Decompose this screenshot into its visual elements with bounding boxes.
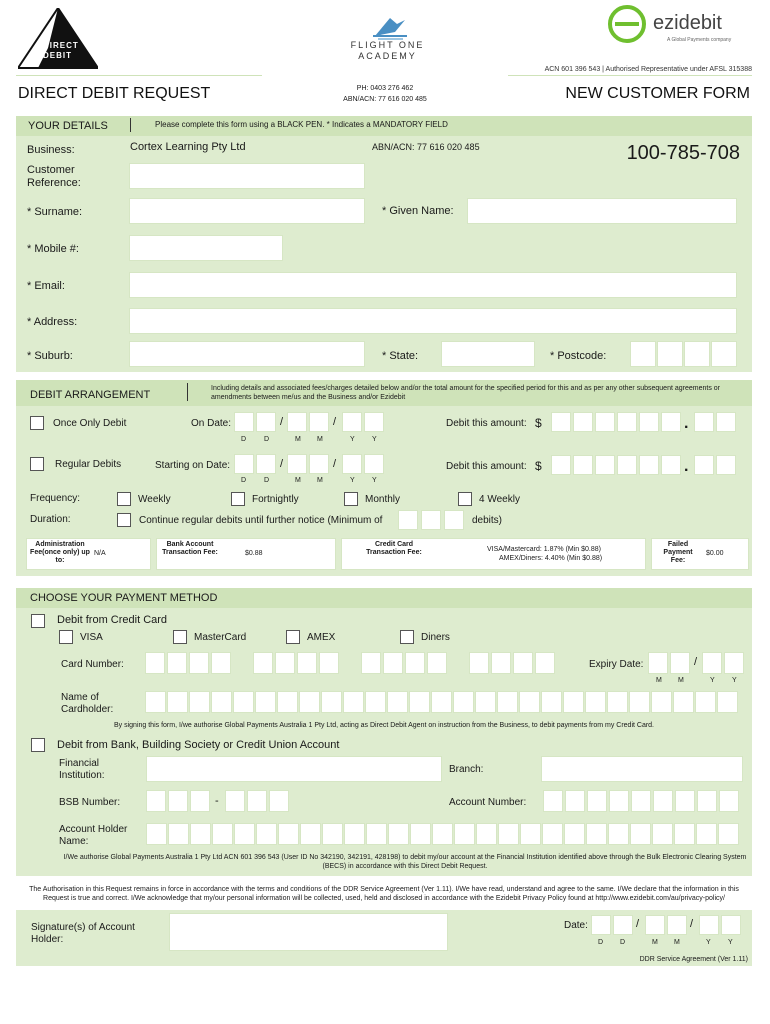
account-number-digit-box[interactable] (719, 790, 739, 812)
form-subtitle: NEW CUSTOMER FORM (565, 85, 750, 102)
card-number-digit-box[interactable] (427, 652, 447, 674)
frequency-fortnightly-label: Fortnightly (252, 494, 299, 505)
date-digit-box[interactable] (364, 412, 384, 432)
credit-card-label: Debit from Credit Card (57, 614, 168, 626)
frequency-monthly-checkbox[interactable] (344, 492, 358, 506)
customer-id: 100-785-708 (626, 142, 740, 164)
card-number-digit-box[interactable] (361, 652, 381, 674)
card-number-digit-box[interactable] (297, 652, 317, 674)
signature-field[interactable] (169, 913, 448, 951)
card-amex-checkbox[interactable] (286, 630, 300, 644)
branch-field[interactable] (541, 756, 743, 782)
account-number-digit-box[interactable] (543, 790, 563, 812)
minimum-debits-digit-box[interactable] (398, 510, 418, 530)
bsb-label: BSB Number: (59, 797, 121, 808)
mobile-label: * Mobile #: (27, 243, 79, 255)
authorisation-text: The Authorisation in this Request remains in force in accordance with the terms and conditions of the DDR Service Agreement (Ver 1.11). I/We have read, understand and agree to the same. I/We declare that the information in this Request is true and correct. I/We acknowledge that my/our personal information will be collected, used, held and disclosed in accordance with the Ezidebit Privacy Policy found at http://www.ezidebit.com/au/privacy-policy/ (29, 886, 739, 902)
expiry-slash: / (694, 656, 698, 668)
amount-digit-box[interactable] (617, 412, 637, 432)
card-number-digit-box[interactable] (535, 652, 555, 674)
card-mastercard-checkbox[interactable] (173, 630, 187, 644)
ddr-version: DDR Service Agreement (Ver 1.11) (639, 956, 748, 963)
starting-on-label: Starting on Date: (155, 460, 231, 471)
expiry-hint: Y (732, 677, 737, 684)
frequency-4weekly-label: 4 Weekly (479, 494, 520, 505)
bank-account-checkbox[interactable] (31, 738, 45, 752)
account-number-digit-box[interactable] (587, 790, 607, 812)
cc-authority-text: By signing this form, I/we authorise Global Payments Australia 1 Pty Ltd, acting as Direct Debit Agent on instruction from the Business, to debit payments from my Credit Card. (113, 722, 655, 729)
signature-date-label: Date: (564, 920, 588, 931)
your-details-title: YOUR DETAILS (28, 120, 108, 132)
academy-name-line2: ACADEMY (358, 51, 417, 61)
cents-digit-box[interactable] (716, 455, 736, 475)
date-hint: D (264, 436, 270, 443)
debit-arrangement-note: Including details and associated fees/charges detailed below and/or the total amount for the specified period for this and as per any other subsequent agreements or amendments between me/us and the Business and/or Ezidebit (211, 385, 720, 401)
signature-date-digit-box[interactable] (721, 915, 741, 935)
date-hint: M (295, 477, 301, 484)
date-digit-box[interactable] (234, 412, 254, 432)
failed-fee-value: $0.00 (706, 550, 724, 557)
bsb-digit-box[interactable] (146, 790, 166, 812)
account-number-digit-box[interactable] (653, 790, 673, 812)
date-digit-box[interactable] (342, 412, 362, 432)
cents-digit-box[interactable] (694, 455, 714, 475)
expiry-hint: M (656, 677, 662, 684)
date-hint: Y (706, 939, 711, 946)
direct-debit-logo (18, 8, 98, 72)
expiry-hint: M (678, 677, 684, 684)
header-divider (187, 383, 188, 401)
card-diners-label: Diners (421, 632, 450, 643)
card-number-digit-box[interactable] (167, 652, 187, 674)
debit-amount-label: Debit this amount: (446, 418, 527, 429)
suburb-label: * Suburb: (27, 350, 73, 362)
once-only-label: Once Only Debit (53, 418, 127, 429)
duration-label: Duration: (30, 514, 71, 525)
card-number-digit-box[interactable] (253, 652, 273, 674)
account-holder-label: Account Holder Name: (59, 824, 128, 847)
acn-line: ACN 601 396 543 | Authorised Representative under AFSL 315388 (544, 66, 752, 73)
date-digit-box[interactable] (309, 412, 329, 432)
cents-digit-box[interactable] (716, 412, 736, 432)
bsb-digit-box[interactable] (269, 790, 289, 812)
card-number-label: Card Number: (61, 659, 124, 670)
account-number-digit-box[interactable] (631, 790, 651, 812)
card-number-digit-box[interactable] (405, 652, 425, 674)
minimum-debits-digit-box[interactable] (421, 510, 441, 530)
date-digit-box[interactable] (256, 454, 276, 474)
card-visa-label: VISA (80, 632, 103, 643)
admin-fee-label: Administration Fee(once only) up to: (30, 541, 90, 564)
expiry-digit-box[interactable] (648, 652, 668, 674)
mobile-field[interactable] (129, 235, 283, 261)
date-hint: D (241, 436, 247, 443)
amount-digit-box[interactable] (595, 412, 615, 432)
form-title: DIRECT DEBIT REQUEST (18, 85, 211, 102)
date-digit-box[interactable] (234, 454, 254, 474)
date-digit-box[interactable] (342, 454, 362, 474)
amount-digit-box[interactable] (617, 455, 637, 475)
date-hint: Y (350, 477, 355, 484)
financial-institution-field[interactable] (146, 756, 442, 782)
postcode-digit-box[interactable] (711, 341, 737, 367)
frequency-monthly-label: Monthly (365, 494, 401, 505)
debit-amount-label: Debit this amount: (446, 461, 527, 472)
surname-field[interactable] (129, 198, 365, 224)
amount-decimal-point: . (684, 415, 689, 432)
suburb-field[interactable] (129, 341, 365, 367)
given-name-label: * Given Name: (382, 205, 454, 217)
account-number-digit-box[interactable] (565, 790, 585, 812)
bank-fee-label: Bank Account Transaction Fee: (162, 541, 218, 556)
card-visa-checkbox[interactable] (59, 630, 73, 644)
bsb-digit-box[interactable] (190, 790, 210, 812)
date-hint: Y (350, 436, 355, 443)
email-field[interactable] (129, 272, 737, 298)
date-digit-box[interactable] (309, 454, 329, 474)
frequency-fortnightly-checkbox[interactable] (231, 492, 245, 506)
bank-authority-text: I/We authorise Global Payments Australia 1 Pty Ltd ACN 601 396 543 (User ID No 342190, 342191, 428198) to debit my/our account at the Financial Institution identified above through the Bulk Electronic Clearing System (BECS) in accordance with this Direct Debit Request. (63, 854, 747, 870)
cc-fee-amex: AMEX/Diners: 4.40% (Min $0.88) (499, 555, 603, 562)
date-hint: Y (728, 939, 733, 946)
card-number-digit-box[interactable] (319, 652, 339, 674)
account-number-digit-box[interactable] (675, 790, 695, 812)
cardholder-label: Name of Cardholder: (61, 692, 114, 715)
postcode-digit-box[interactable] (684, 341, 710, 367)
surname-label: * Surname: (27, 206, 83, 218)
logo-text-direct: DIRECT (43, 41, 79, 50)
debit-arrangement-title: DEBIT ARRANGEMENT (30, 389, 151, 401)
card-number-digit-box[interactable] (491, 652, 511, 674)
card-number-digit-box[interactable] (469, 652, 489, 674)
date-slash: / (280, 458, 284, 470)
bsb-digit-box[interactable] (247, 790, 267, 812)
state-field[interactable] (441, 341, 535, 367)
date-hint: M (674, 939, 680, 946)
amount-digit-box[interactable] (573, 412, 593, 432)
payment-method-title: CHOOSE YOUR PAYMENT METHOD (30, 592, 218, 604)
minimum-debits-digit-box[interactable] (444, 510, 464, 530)
mandatory-instruction: Please complete this form using a BLACK PEN. * Indicates a MANDATORY FIELD (155, 120, 448, 129)
business-label: Business: (27, 144, 75, 156)
duration-text: Continue regular debits until further notice (Minimum of (139, 515, 383, 526)
bank-account-label: Debit from Bank, Building Society or Credit Union Account (57, 739, 340, 751)
card-number-digit-box[interactable] (189, 652, 209, 674)
business-abn: ABN/ACN: 77 616 020 485 (372, 142, 480, 152)
frequency-label: Frequency: (30, 493, 81, 504)
date-digit-box[interactable] (287, 454, 307, 474)
date-hint: Y (372, 477, 377, 484)
bsb-dash: - (215, 795, 219, 807)
card-number-digit-box[interactable] (383, 652, 403, 674)
header-phone: PH: 0403 276 462 (356, 85, 414, 92)
email-label: * Email: (27, 280, 65, 292)
business-value: Cortex Learning Pty Ltd (130, 141, 246, 153)
date-slash: / (333, 458, 337, 470)
header-divider (130, 118, 131, 132)
date-slash: / (333, 416, 337, 428)
header-abn: ABN/ACN: 77 616 020 485 (343, 96, 427, 103)
date-slash: / (280, 416, 284, 428)
amount-decimal-point: . (684, 458, 689, 475)
signature-label: Signature(s) of Account Holder: (31, 922, 135, 945)
on-date-label: On Date: (191, 418, 232, 429)
flight-one-academy-logo (345, 14, 430, 64)
branch-label: Branch: (449, 764, 484, 775)
signature-date-digit-box[interactable] (699, 915, 719, 935)
expiry-digit-box[interactable] (670, 652, 690, 674)
date-hint: Y (372, 436, 377, 443)
account-number-label: Account Number: (449, 797, 527, 808)
amount-digit-box[interactable] (661, 455, 681, 475)
amount-digit-box[interactable] (639, 412, 659, 432)
card-number-digit-box[interactable] (211, 652, 231, 674)
cc-fee-label: Credit Card Transaction Fee: (366, 541, 422, 556)
bsb-digit-box[interactable] (225, 790, 245, 812)
date-hint: M (652, 939, 658, 946)
cardholder-name-boxes[interactable] (145, 691, 745, 713)
academy-name-line1: FLIGHT ONE (350, 40, 425, 50)
address-field[interactable] (129, 308, 737, 334)
expiry-date-label: Expiry Date: (589, 659, 644, 670)
card-number-digit-box[interactable] (145, 652, 165, 674)
postcode-label: * Postcode: (550, 350, 607, 362)
customer-ref-label: Customer Reference: (27, 164, 81, 189)
account-number-digit-box[interactable] (697, 790, 717, 812)
amount-digit-box[interactable] (661, 412, 681, 432)
institution-label: Financial Institution: (59, 758, 105, 781)
cents-digit-box[interactable] (694, 412, 714, 432)
debits-label: debits) (472, 515, 503, 526)
frequency-weekly-checkbox[interactable] (117, 492, 131, 506)
state-label: * State: (382, 350, 419, 362)
date-digit-box[interactable] (256, 412, 276, 432)
date-digit-box[interactable] (364, 454, 384, 474)
address-label: * Address: (27, 316, 78, 328)
account-number-digit-box[interactable] (609, 790, 629, 812)
ezidebit-brand-text: ezidebit (653, 12, 722, 34)
date-slash: / (636, 918, 640, 930)
expiry-digit-box[interactable] (724, 652, 744, 674)
frequency-weekly-label: Weekly (138, 494, 171, 505)
amount-digit-box[interactable] (639, 455, 659, 475)
once-only-checkbox[interactable] (30, 416, 44, 430)
date-hint: M (317, 477, 323, 484)
date-hint: D (620, 939, 626, 946)
amount-digit-box[interactable] (573, 455, 593, 475)
postcode-digit-box[interactable] (657, 341, 683, 367)
header-rule-right (508, 75, 752, 76)
amount-digit-box[interactable] (595, 455, 615, 475)
given-name-field[interactable] (467, 198, 737, 224)
credit-card-checkbox[interactable] (31, 614, 45, 628)
customer-ref-field[interactable] (129, 163, 365, 189)
signature-date-digit-box[interactable] (667, 915, 687, 935)
expiry-digit-box[interactable] (702, 652, 722, 674)
postcode-digit-box[interactable] (630, 341, 656, 367)
ezidebit-logo (605, 4, 755, 50)
regular-debits-checkbox[interactable] (30, 457, 44, 471)
date-hint: M (295, 436, 301, 443)
duration-continue-checkbox[interactable] (117, 513, 131, 527)
admin-fee-value: N/A (94, 550, 106, 557)
currency-symbol: $ (535, 459, 542, 473)
date-hint: M (317, 436, 323, 443)
card-number-digit-box[interactable] (275, 652, 295, 674)
account-holder-name-boxes[interactable] (146, 823, 746, 845)
date-hint: D (264, 477, 270, 484)
frequency-4weekly-checkbox[interactable] (458, 492, 472, 506)
logo-text-debit: DEBIT (43, 51, 72, 60)
expiry-hint: Y (710, 677, 715, 684)
signature-date-digit-box[interactable] (645, 915, 665, 935)
ezidebit-tagline: A Global Payments company (667, 37, 732, 43)
card-mastercard-label: MasterCard (194, 632, 247, 643)
regular-debits-label: Regular Debits (55, 459, 122, 470)
failed-fee-label: Failed Payment Fee: (663, 541, 693, 564)
date-slash: / (690, 918, 694, 930)
bsb-digit-box[interactable] (168, 790, 188, 812)
card-number-digit-box[interactable] (513, 652, 533, 674)
currency-symbol: $ (535, 416, 542, 430)
date-hint: D (598, 939, 604, 946)
header-rule-left (16, 75, 262, 76)
signature-date-digit-box[interactable] (613, 915, 633, 935)
cc-fee-visa: VISA/Mastercard: 1.87% (Min $0.88) (487, 546, 601, 553)
card-amex-label: AMEX (307, 632, 336, 643)
date-hint: D (241, 477, 247, 484)
card-diners-checkbox[interactable] (400, 630, 414, 644)
date-digit-box[interactable] (287, 412, 307, 432)
amount-digit-box[interactable] (551, 455, 571, 475)
bank-fee-value: $0.88 (245, 550, 263, 557)
signature-date-digit-box[interactable] (591, 915, 611, 935)
amount-digit-box[interactable] (551, 412, 571, 432)
